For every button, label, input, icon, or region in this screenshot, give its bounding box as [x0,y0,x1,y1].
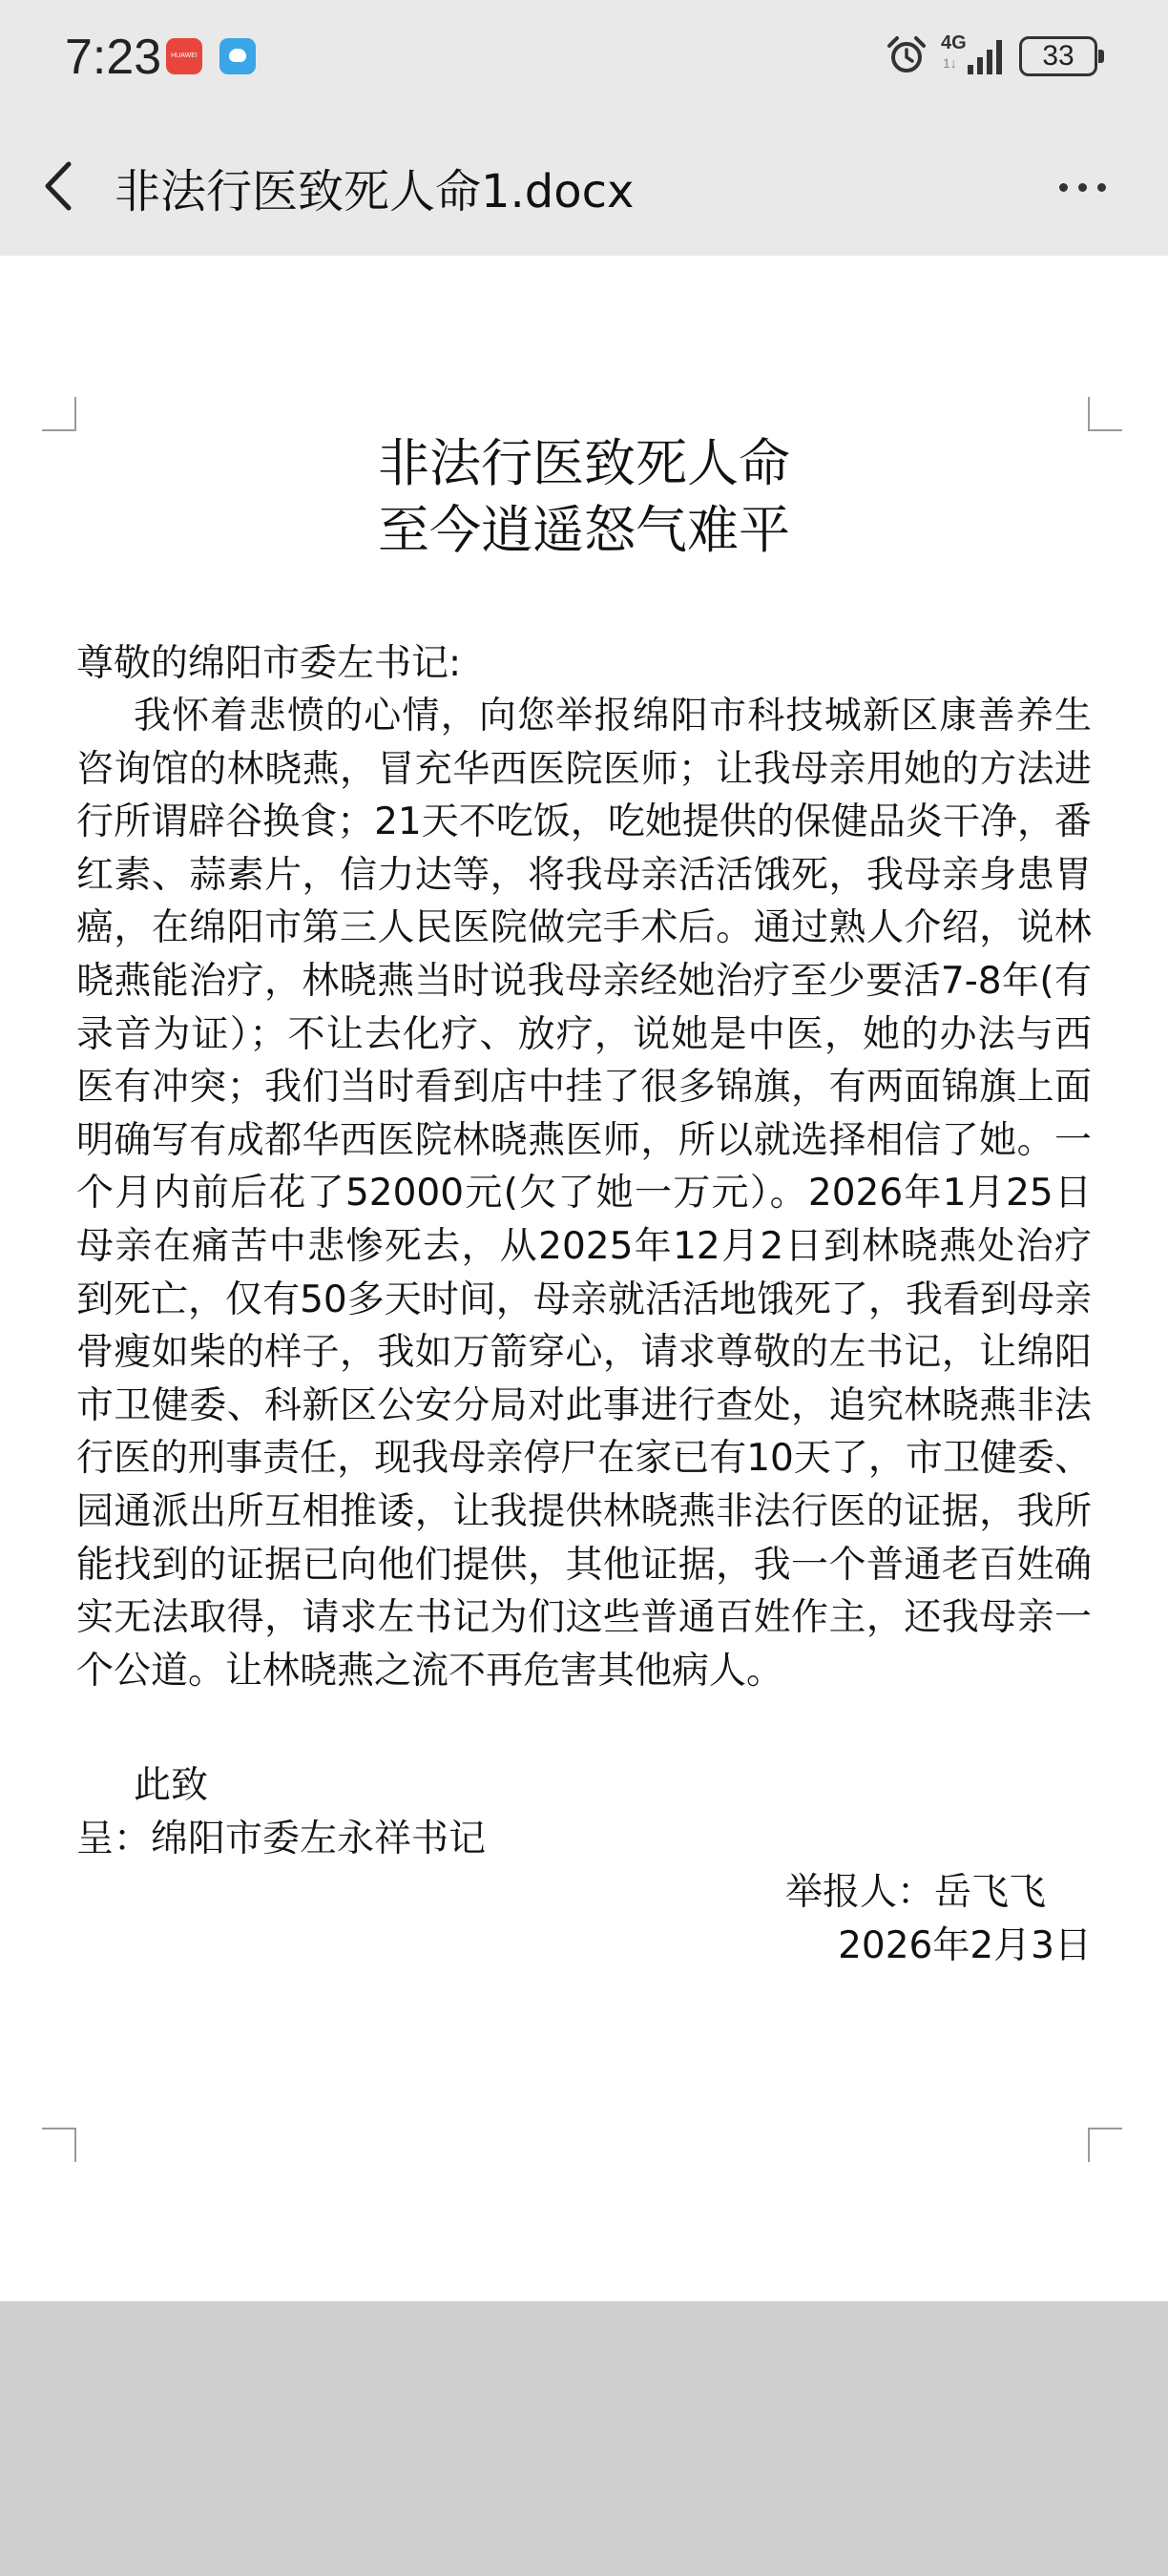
signal-strength-icon [966,38,1008,74]
document-title: 非法行医致死人命1.docx [115,165,635,218]
network-type: 4G [941,32,967,53]
bird-app-icon [219,38,256,74]
page-corner-mark [1088,2128,1122,2162]
battery-level: 33 [1042,40,1074,72]
document-heading-line1: 非法行医致死人命 [378,433,790,493]
battery-icon [1019,36,1097,76]
document-page[interactable] [0,256,1168,2301]
huawei-app-icon: HUAWEI [166,38,202,74]
document-heading-line2: 至今逍遥怒气难平 [378,500,790,560]
date-line: 2026年2月3日 [838,1924,1092,1967]
status-bar [0,0,1168,114]
page-corner-mark [42,2128,76,2162]
status-time: 7:23 [65,30,162,85]
more-options-icon[interactable] [1050,162,1116,210]
back-arrow-icon[interactable] [32,153,90,219]
viewer-background [0,2301,1168,2576]
network-activity: 1↓ [943,55,957,71]
page-corner-mark [42,397,76,431]
signature-line: 举报人：岳飞飞 [784,1871,1046,1914]
closing: 此致 [134,1764,209,1807]
recipient-line: 呈：绵阳市委左永祥书记 [76,1818,487,1860]
page-corner-mark [1088,397,1122,431]
body-paragraph: 我怀着悲愤的心情，向您举报绵阳市科技城新区康善养生咨询馆的林晓燕，冒充华西医院医师；让我母亲用她的方法进行所谓辟谷换食；21天不吃饭，吃她提供的保健品炎干净，番红素、蒜素片，信力达等，将我母亲活活饿死，我母亲身患胃癌，在绵阳市第三人民医院做完手术后。通过熟人介绍，说林晓燕能治疗，林晓燕当时说我母亲经她治疗至少要活7-8年(有录音为证）；不让去化疗、放疗，说她是中医，她的办法与西医有冲突；我们当时看到店中挂了很多锦旗，有两面锦旗上面明确写有成都华西医院林晓燕医师，所以就选择相信了她。一个月内前后花了52000元(欠了她一万元）。2026年1月25日母亲在痛苦中悲惨死去，从2025年12月2日到林晓燕处治疗到死亡，仅有50多天时间，母亲就活活地饿死了，我看到母亲骨瘦如柴的样子，我如万箭穿心，请求尊敬的左书记，让绵阳市卫健委、科新区公安分局对此事进行查处，追究林晓燕非法行医的刑事责任，现我母亲停尸在家已有10天了，市卫健委、园通派出所互相推诿，让我提供林晓燕非法行医的证据，我所能找到的证据已向他们提供，其他证据，我一个普通老百姓确实无法取得，请求左书记为们这些普通百姓作主，还我母亲一个公道。让林晓燕之流不再危害其他病人。 [76,695,1092,1693]
salutation: 尊敬的绵阳市委左书记: [76,642,462,685]
alarm-clock-icon [886,34,928,76]
app-title-bar [0,114,1168,256]
